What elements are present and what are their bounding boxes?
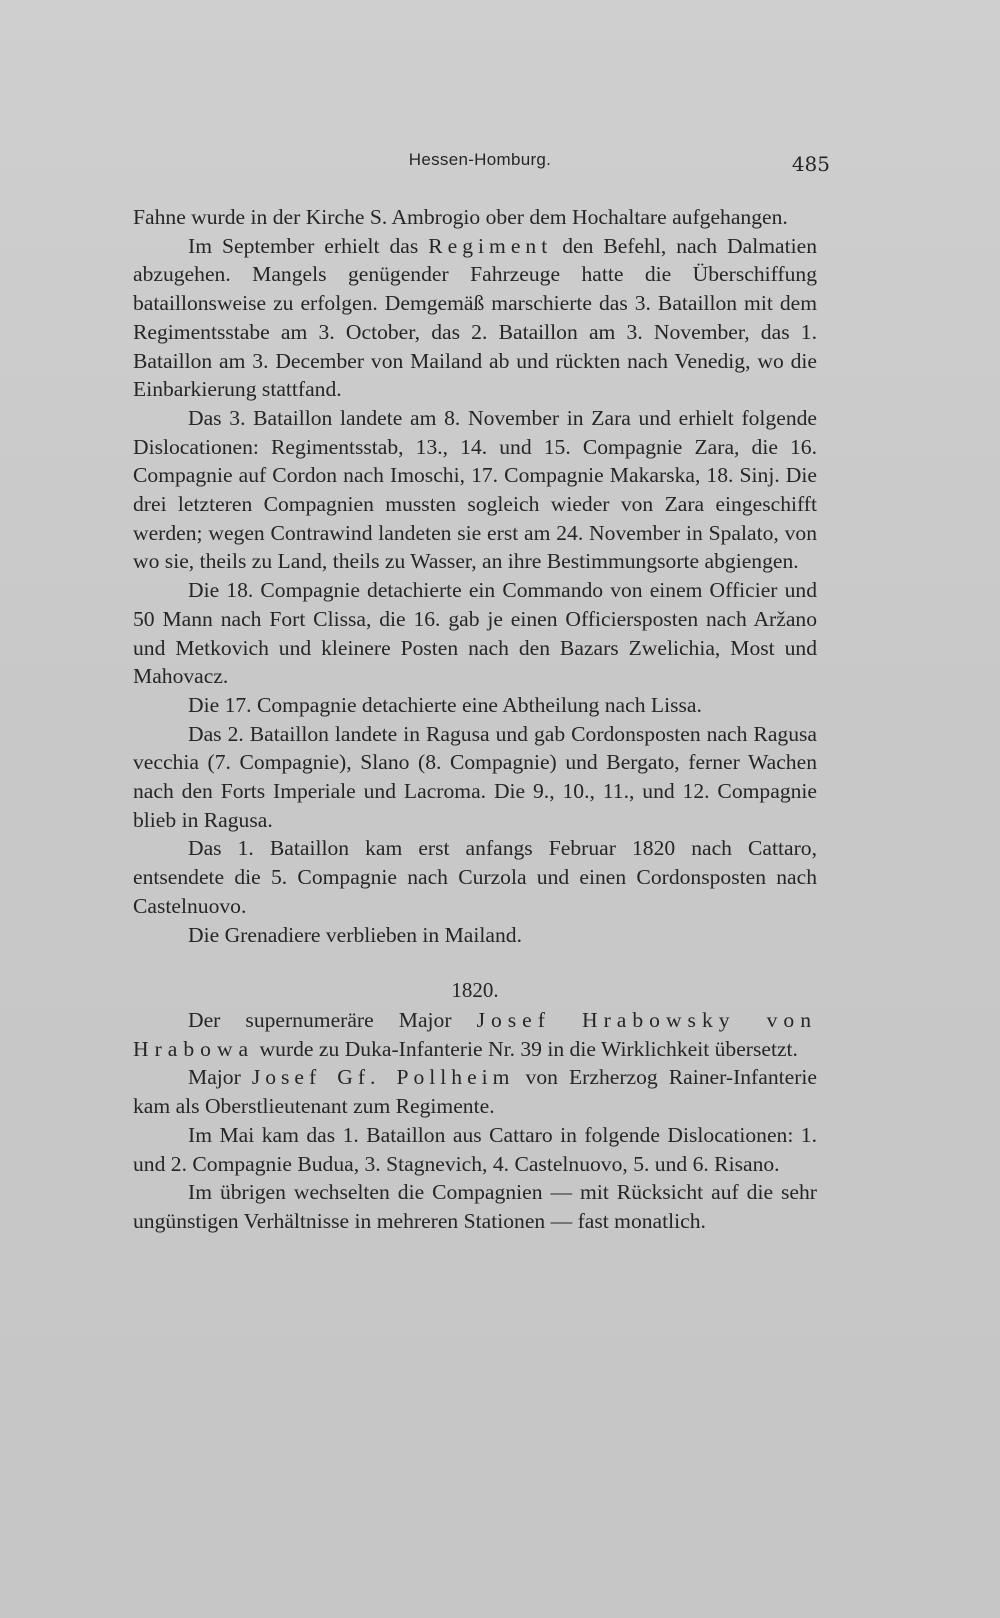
page-number: 485 xyxy=(791,152,830,176)
spaced-name: Josef Hrabowsky von Hrabowa xyxy=(133,1007,817,1061)
paragraph-text: Der supernumeräre Major xyxy=(188,1007,477,1032)
paragraph-may: Im Mai kam das 1. Bataillon aus Cattaro in folgende Dislocationen: 1. und 2. Compagnie Budua, 3. Stagnevich, 4. Castelnuovo, 5. und 6. Risano. xyxy=(133,1122,817,1176)
paragraph-text: den Befehl, nach Dalmatien abzugehen. Mangels genügender Fahrzeuge hatte die Überschiffung bataillonsweise zu erfolgen. Demgemäß marschierte das 3. Bataillon mit dem Regimentsstabe am 3. October, das 2. Bataillon am 3. November, das 1. Bataillon am 3. December von Mailand ab und rückten nach Venedig, wo die Einbarkierung stattfand. xyxy=(133,233,817,402)
paragraph-september xyxy=(133,232,817,404)
paragraph-text: wurde zu Duka-Infanterie Nr. 39 in die Wirklichkeit übersetzt. xyxy=(254,1036,798,1061)
paragraph-monthly: Im übrigen wechselten die Compagnien — mit Rücksicht auf die sehr ungünstigen Verhältnisse in mehreren Stationen — fast monatlich. xyxy=(133,1180,817,1233)
paragraph-continuation: Fahne wurde in der Kirche S. Ambrogio ober dem Hochaltare aufgehangen. xyxy=(133,205,788,229)
running-head: Hessen-Homburg. xyxy=(408,150,552,169)
paragraph-17th-company: Die 17. Compagnie detachierte eine Abtheilung nach Lissa. xyxy=(188,692,702,717)
paragraph-second-battalion: Das 2. Bataillon landete in Ragusa und gab Cordonsposten nach Ragusa vecchia (7. Compagnie), Slano (8. Compagnie) und Bergato, ferner Wachen nach den Forts Imperiale und Lacroma. Die 9., 10., 11., und 12. Compagnie blieb in Ragusa. xyxy=(133,721,817,832)
paragraph-text: von Erzherzog Rainer-Infanterie kam als Oberstlieutenant zum Regimente. xyxy=(133,1065,817,1119)
paragraph-text: Major xyxy=(188,1065,252,1090)
paragraph-text: Im September erhielt das xyxy=(188,233,429,258)
year-heading: 1820. xyxy=(451,978,499,1003)
spaced-word: Regiment xyxy=(428,233,553,258)
paragraph-first-battalion: Das 1. Bataillon kam erst anfangs Februar 1820 nach Cattaro, entsendete die 5. Compagnie nach Curzola und einen Cordonsposten nach Castelnuovo. xyxy=(133,836,817,918)
body-text xyxy=(133,203,817,1236)
paragraph-grenadiers: Die Grenadiere verblieben in Mailand. xyxy=(188,922,522,947)
paragraph-pollheim xyxy=(133,1063,817,1120)
paragraph-18th-company: Die 18. Compagnie detachierte ein Commando von einem Officier und 50 Mann nach Fort Clissa, die 16. gab je einen Officiersposten nach Aržano und Metkovich und kleinere Posten nach den Bazars Zwelichia, Most und Mahovacz. xyxy=(133,578,817,689)
paragraph-third-battalion: Das 3. Bataillon landete am 8. November in Zara und erhielt folgende Dislocationen: Regimentsstab, 13., 14. und 15. Compagnie Zara, die 16. Compagnie auf Cordon nach Imoschi, 17. Compagnie Makarska, 18. Sinj. Die drei letzteren Compagnien mussten sogleich wieder von Zara eingeschifft werden; wegen Contrawind landeten sie erst am 24. November in Spalato, von wo sie, theils zu Land, theils zu Wasser, an ihre Bestimmungsorte abgiengen. xyxy=(133,405,817,574)
paragraph-hrabowsky xyxy=(133,1006,817,1063)
page-header xyxy=(130,150,830,180)
spaced-name: Josef Gf. Pollheim xyxy=(251,1065,515,1090)
